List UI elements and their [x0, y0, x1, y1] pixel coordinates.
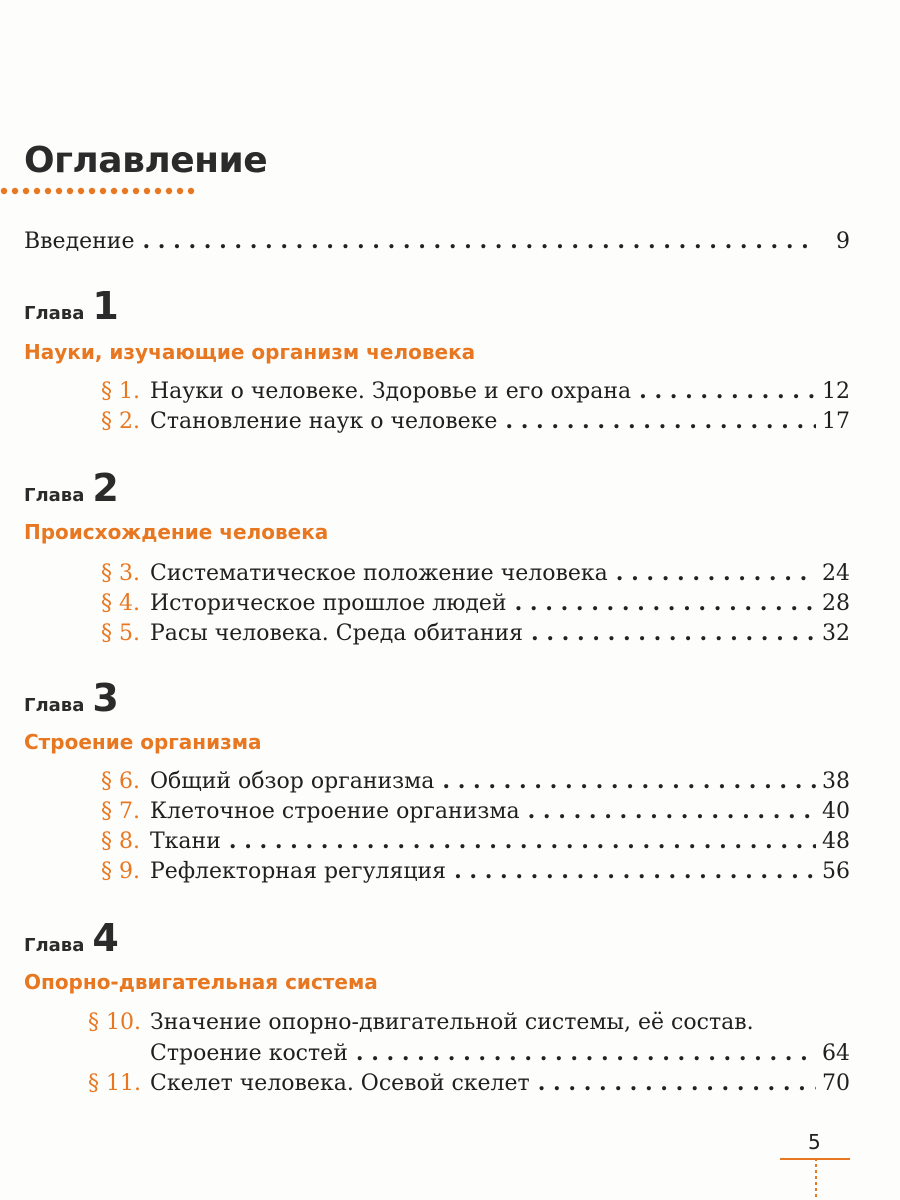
dot-leader — [515, 590, 816, 616]
section-title: Общий обзор организма — [150, 769, 435, 794]
toc-entry-section-1[interactable] — [88, 378, 850, 404]
chapter-number: 1 — [92, 284, 119, 328]
dot-leader — [454, 858, 816, 884]
section-page: 17 — [822, 409, 850, 434]
section-title-continued: Строение костей — [150, 1041, 348, 1066]
dot-leader — [538, 1070, 816, 1096]
dot-leader — [616, 560, 816, 586]
section-page: 32 — [822, 621, 850, 646]
section-title: Историческое прошлое людей — [150, 591, 507, 616]
dot-leader — [528, 798, 816, 824]
toc-entry-section-10[interactable] — [88, 1010, 850, 1035]
section-page: 64 — [822, 1041, 850, 1066]
section-number: § 9. — [101, 859, 140, 884]
section-number: § 7. — [101, 799, 140, 824]
section-number: § 5. — [101, 621, 140, 646]
toc-entry-section-10-cont[interactable] — [88, 1040, 850, 1066]
section-page: 24 — [822, 561, 850, 586]
toc-entry-intro[interactable] — [24, 228, 850, 254]
section-page: 48 — [822, 829, 850, 854]
page-title: Оглавление — [24, 140, 268, 181]
chapter-word: Глава — [24, 695, 85, 716]
page-number: 5 — [808, 1130, 821, 1154]
chapter-heading-4 — [24, 916, 119, 960]
section-page: 28 — [822, 591, 850, 616]
dot-leader — [639, 378, 816, 404]
section-page: 70 — [822, 1071, 850, 1096]
section-number: § 2. — [101, 409, 140, 434]
section-number: § 6. — [101, 769, 140, 794]
section-title: Клеточное строение организма — [150, 799, 520, 824]
toc-entry-section-11[interactable] — [88, 1070, 850, 1096]
toc-entry-section-9[interactable] — [88, 858, 850, 884]
dot-leader — [531, 620, 816, 646]
section-page: 56 — [822, 859, 850, 884]
chapter-title-3[interactable]: Строение организма — [24, 730, 262, 754]
section-number: § 3. — [101, 561, 140, 586]
dot-leader — [442, 768, 816, 794]
section-number: § 10. — [88, 1010, 141, 1035]
section-number: § 8. — [101, 829, 140, 854]
toc-entry-section-8[interactable] — [88, 828, 850, 854]
toc-entry-section-4[interactable] — [88, 590, 850, 616]
dot-leader — [229, 828, 816, 854]
chapter-number: 3 — [92, 676, 119, 720]
section-page: 38 — [822, 769, 850, 794]
chapter-heading-1 — [24, 284, 119, 328]
chapter-number: 2 — [92, 466, 119, 510]
toc-entry-section-6[interactable] — [88, 768, 850, 794]
dot-leader — [142, 228, 818, 254]
title-dotted-underline — [0, 186, 196, 196]
section-number: § 4. — [101, 591, 140, 616]
toc-entry-section-7[interactable] — [88, 798, 850, 824]
toc-entry-section-5[interactable] — [88, 620, 850, 646]
section-title: Науки о человеке. Здоровье и его охрана — [150, 379, 632, 404]
section-title: Становление наук о человеке — [150, 409, 498, 434]
chapter-word: Глава — [24, 303, 85, 324]
chapter-word: Глава — [24, 935, 85, 956]
chapter-title-4[interactable]: Опорно-двигательная система — [24, 970, 378, 994]
chapter-heading-3 — [24, 676, 119, 720]
chapter-heading-2 — [24, 466, 119, 510]
section-number: § 1. — [101, 379, 140, 404]
section-title: Ткани — [150, 829, 221, 854]
entry-label: Введение — [24, 229, 135, 254]
chapter-number: 4 — [92, 916, 119, 960]
dot-leader — [356, 1040, 816, 1066]
section-page: 40 — [822, 799, 850, 824]
section-page: 12 — [822, 379, 850, 404]
section-title: Расы человека. Среда обитания — [150, 621, 524, 646]
section-title: Рефлекторная регуляция — [150, 859, 447, 884]
toc-entry-section-2[interactable] — [88, 408, 850, 434]
entry-page: 9 — [836, 229, 850, 254]
section-number: § 11. — [88, 1071, 141, 1096]
section-title: Значение опорно-двигательной системы, её состав. — [150, 1010, 754, 1035]
toc-entry-section-3[interactable] — [88, 560, 850, 586]
chapter-word: Глава — [24, 485, 85, 506]
chapter-title-1[interactable]: Науки, изучающие организм человека — [24, 340, 476, 364]
chapter-title-2[interactable]: Происхождение человека — [24, 520, 329, 544]
section-title: Систематическое положение человека — [150, 561, 608, 586]
dot-leader — [505, 408, 816, 434]
section-title: Скелет человека. Осевой скелет — [150, 1071, 530, 1096]
page-number-tick — [815, 1158, 817, 1200]
